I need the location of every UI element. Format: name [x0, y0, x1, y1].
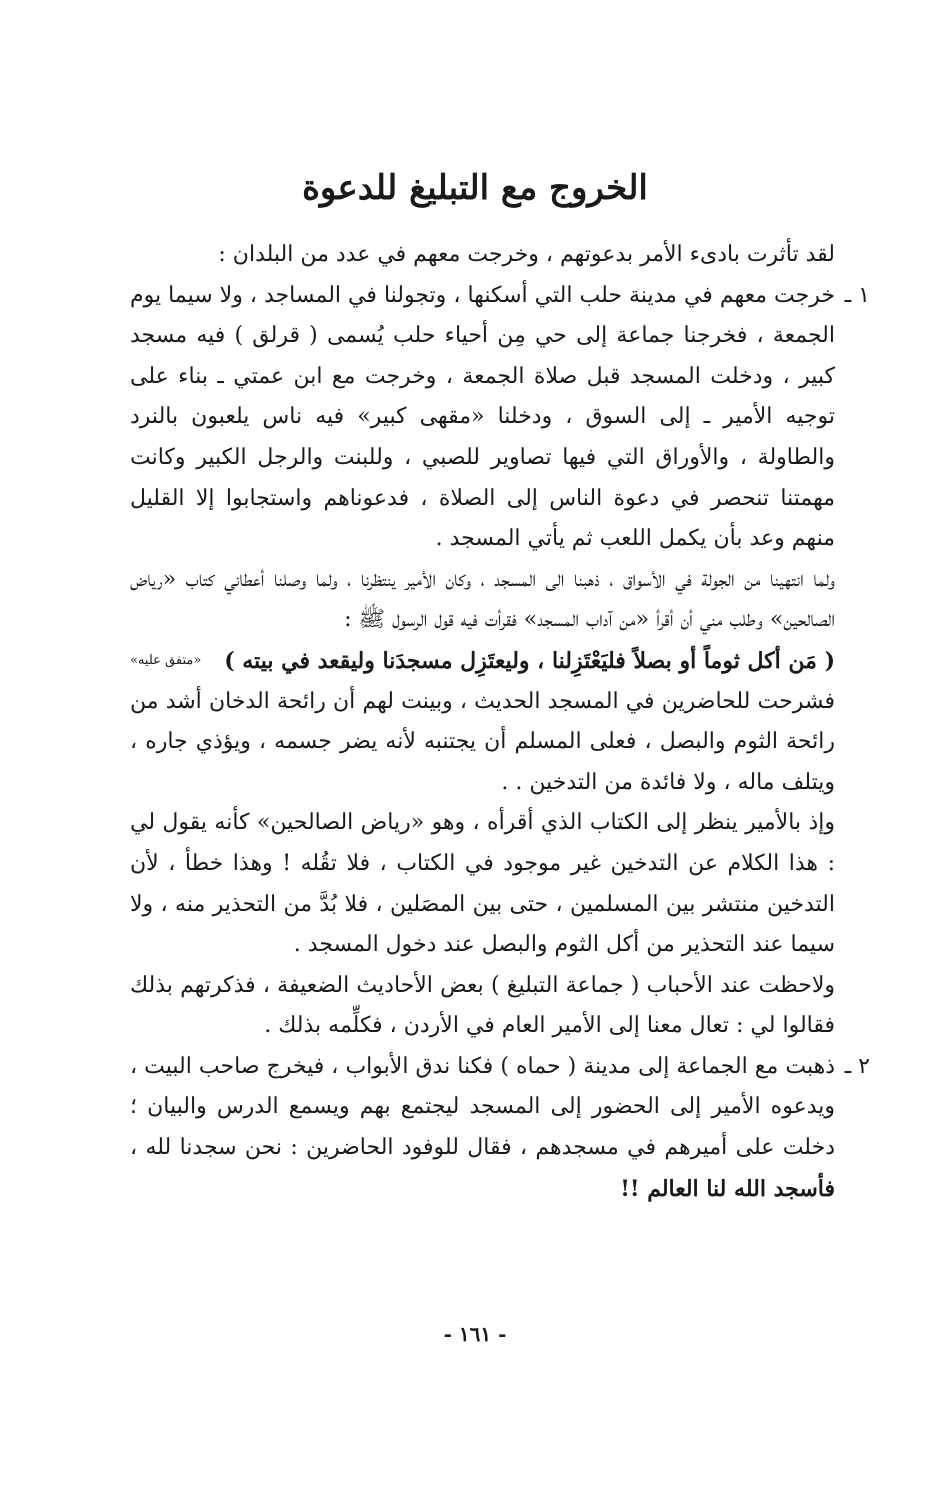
hadith-quote: [130, 641, 835, 682]
paragraph-5: ولاحظت عند الأحباب ( جماعة التبليغ ) بعض الأحاديث الضعيفة ، فذكرتهم بذلك فقالوا لي : تعال معنا إلى الأمير العام في الأردن ، فكلِّمه بذلك .: [130, 972, 835, 1039]
list-item-1: [130, 276, 870, 560]
item-text: خرجت معهم في مدينة حلب التي أسكنها ، وتجولنا في المساجد ، ولا سيما يوم الجمعة ، فخرجنا جماعة إلى حي مِن أحياء حلب يُسمى ( قرلق ) فيه مسجد كبير ، ودخلت المسجد قبل صلاة الجمعة ، وخرجت مع ابن عمتي ـ بناء على توجيه الأمير ـ إلى السوق ، ودخلنا «مقهى كبير» فيه ناس يلعبون بالنرد والطاولة ، والأوراق التي فيها تصاوير للصبي ، وللبنت والرجل الكبير وكانت مهمتنا تنحصر في دعوة الناس إلى الصلاة ، فدعوناهم واستجابوا إلا القليل منهم وعد بأن يكمل اللعب ثم يأتي المسجد .: [130, 282, 835, 552]
paragraph-4: وإذ بالأمير ينظر إلى الكتاب الذي أقرأه ، وهو «رياض الصالحين» كأنه يقول لي : هذا الكلام عن التدخين غير موجود في الكتاب ، فلا تقُله ! وهذا خطأ ، لأن التدخين منتشر بين المسلمين ، حتى بين المصَلين ، فلا بُدَّ من التحذير منه ، ولا سيما عند التحذير من أكل الثوم والبصل عند دخول المسجد .: [130, 810, 835, 958]
intro-paragraph: لقد تأثرت بادىء الأمر بدعوتهم ، وخرجت معهم في عدد من البلدان :: [218, 242, 835, 267]
item-text-plain: ذهبت مع الجماعة إلى مدينة ( حماه ) فكنا ندق الأبواب ، فيخرج صاحب البيت ، ويدعوه الأمير إلى الحضور إلى المسجد ليجتمع بهم ويسمع الدرس والبيان ؛ دخلت على أميرهم في مسجدهم ، فقال للوفود الحاضرين : نحن سجدنا لله ،: [130, 1053, 835, 1161]
chapter-title: الخروج مع التبليغ للدعوة: [302, 168, 648, 208]
hadith-text: ( مَن أكل ثوماً أو بصلاً فليَعْتَزِلنا ، وليعتَزِل مسجدَنا وليقعد في بيته ): [224, 647, 835, 674]
list-item-2: [130, 1047, 870, 1210]
item-text-bold: فأسجد الله لنا العالم !!: [620, 1175, 835, 1202]
item-number: ٢ ـ: [844, 1053, 870, 1079]
page-number: - ١٦١ -: [443, 1322, 507, 1346]
hadith-source: «متفق عليه»: [130, 652, 202, 668]
paragraph-3: فشرحت للحاضرين في المسجد الحديث ، وبينت لهم أن رائحة الدخان أشد من رائحة الثوم والبصل ، فعلى المسلم أن يجتنبه لأنه يضر جسمه ، ويؤذي جاره ، ويتلف ماله ، ولا فائدة من التدخين . .: [130, 688, 835, 795]
item-text: [130, 1047, 835, 1210]
item-number: ١ ـ: [844, 282, 870, 308]
paragraph-2: ولما انتهينا من الجولة في الأسواق ، ذهبنا الى المسجد ، وكان الأمير ينتظرنا ، ولما وصلنا أعطاني كتاب «رياض الصالحين» وطلب مني أن أقرأ «من آداب المسجد» فقرأت فيه قول الرسول ﷺ :: [130, 566, 835, 633]
page-body: [130, 235, 870, 1210]
